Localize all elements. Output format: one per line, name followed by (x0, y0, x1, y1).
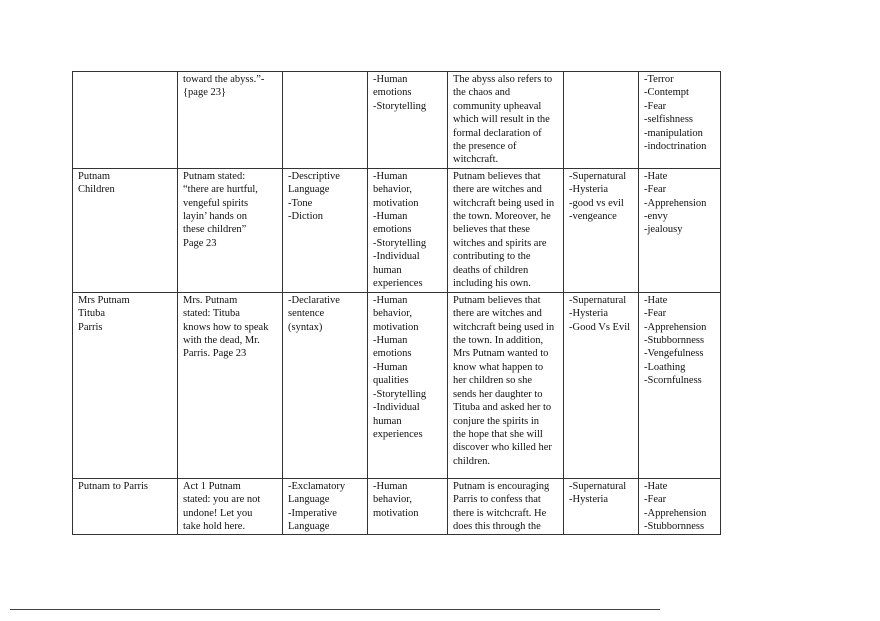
table-row (73, 72, 721, 169)
character-cell: Mrs Putnam Tituba Parris (73, 292, 178, 478)
motif-cell: -Supernatural -Hysteria (564, 478, 639, 535)
table-row (73, 292, 721, 478)
explanation-cell: Putnam is encouraging Parris to confess that there is witchcraft. He does this through the (448, 478, 564, 535)
technique-cell: -Declarative sentence (syntax) (283, 292, 368, 478)
analysis-table (72, 71, 721, 535)
page-footer-divider (10, 609, 660, 610)
explanation-cell: Putnam believes that there are witches and witchcraft being used in the town. In addition, Mrs Putnam wanted to know what happen to her children so she sends her daughter to Tituba and asked her to conjure the spirits in the hope that she will discover who killed her children. (448, 292, 564, 478)
explanation-cell: Putnam believes that there are witches and witchcraft being used in the town. Moreover, he believes that these witches and spirits are contributing to the deaths of children including his own. (448, 168, 564, 292)
theme-cell: -Human behavior, motivation -Human emotions -Storytelling -Individual human experiences (368, 168, 448, 292)
motif-cell (564, 72, 639, 169)
technique-cell: -Exclamatory Language -Imperative Language (283, 478, 368, 535)
theme-cell: -Human behavior, motivation -Human emotions -Human qualities -Storytelling -Individual human experiences (368, 292, 448, 478)
quote-cell: Act 1 Putnam stated: you are not undone! Let you take hold here. (178, 478, 283, 535)
technique-cell (283, 72, 368, 169)
character-cell (73, 72, 178, 169)
emotion-cell: -Terror -Contempt -Fear -selfishness -manipulation -indoctrination (639, 72, 721, 169)
table-row (73, 168, 721, 292)
emotion-cell: -Hate -Fear -Apprehension -envy -jealousy (639, 168, 721, 292)
explanation-cell: The abyss also refers to the chaos and community upheaval which will result in the formal declaration of the presence of witchcraft. (448, 72, 564, 169)
character-cell: Putnam to Parris (73, 478, 178, 535)
theme-cell: -Human behavior, motivation (368, 478, 448, 535)
quote-cell: Putnam stated: “there are hurtful, vengeful spirits layin’ hands on these children” Page 23 (178, 168, 283, 292)
character-cell: Putnam Children (73, 168, 178, 292)
technique-cell: -Descriptive Language -Tone -Diction (283, 168, 368, 292)
emotion-cell: -Hate -Fear -Apprehension -Stubbornness -Vengefulness -Loathing -Scornfulness (639, 292, 721, 478)
motif-cell: -Supernatural -Hysteria -Good Vs Evil (564, 292, 639, 478)
theme-cell: -Human emotions -Storytelling (368, 72, 448, 169)
motif-cell: -Supernatural -Hysteria -good vs evil -vengeance (564, 168, 639, 292)
quote-cell: toward the abyss.”- {page 23} (178, 72, 283, 169)
quote-cell: Mrs. Putnam stated: Tituba knows how to speak with the dead, Mr. Parris. Page 23 (178, 292, 283, 478)
emotion-cell: -Hate -Fear -Apprehension -Stubbornness (639, 478, 721, 535)
table-row (73, 478, 721, 535)
